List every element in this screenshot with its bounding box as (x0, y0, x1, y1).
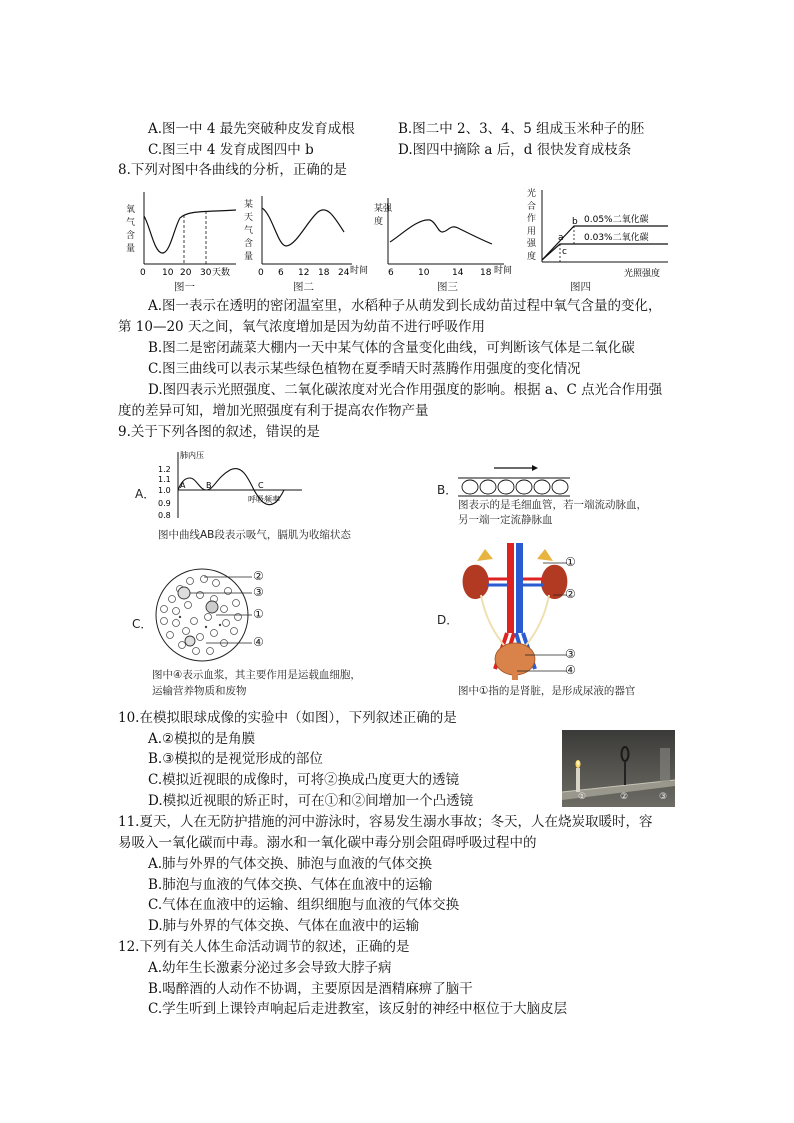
q9-d-num-3: ③ (565, 647, 576, 661)
q9-stem: 9.关于下列各图的叙述，错误的是 (118, 424, 320, 440)
fig4-ylabel: 光合作用强度 (527, 189, 537, 262)
q9-a-ytick-11: 1.1 (158, 475, 171, 484)
q8-option-d-line1: D.图四表示光照强度、二氧化碳浓度对光合作用强度的影响。根据 a、C 点光合作用强 (148, 382, 663, 398)
q8-figure-2 (248, 194, 368, 280)
fig4-line-005: 0.05%二氧化碳 (584, 215, 649, 225)
q10-option-c: C.模拟近视眼的成像时，可将②换成凸度更大的透镜 (148, 772, 460, 788)
q9-a-ytick-08: 0.8 (158, 511, 171, 520)
q8-figure-4 (520, 188, 680, 280)
fig2-tick-18: 18 (318, 268, 330, 278)
q9-c-num-2: ② (253, 569, 264, 583)
fig4-point-b: b (572, 217, 578, 227)
fig3-tick-10: 10 (418, 268, 430, 278)
q8-option-d-line2: 度的差异可知，增加光照强度有利于提高农作物产量 (118, 403, 429, 419)
q9-b-caption-line1: 图表示的是毛细血管，若一端流动脉血， (458, 499, 647, 511)
q7-option-a: A.图一中 4 最先突破种皮发育成根 (148, 121, 355, 137)
q9-b-label: B． (437, 483, 458, 497)
fig4-caption: 图四 (570, 281, 591, 293)
fig2-tick-6: 6 (278, 268, 284, 278)
fig2-caption: 图二 (293, 281, 314, 293)
fig2-xunit: 时间 (350, 266, 368, 276)
fig3-tick-18: 18 (480, 268, 492, 278)
q9-d-num-2: ② (565, 587, 576, 601)
fig2-tick-0: 0 (258, 268, 264, 278)
fig4-xunit: 光照强度 (624, 269, 661, 279)
q10-option-b: B.③模拟的是视觉形成的部位 (148, 751, 323, 767)
q10-experiment-photo (562, 730, 675, 807)
fig1-xunit: 天数 (212, 268, 231, 278)
q9-d-caption: 图中①指的是肾脏，是形成尿液的器官 (458, 685, 636, 697)
fig2-ylabel: 某天气含量 (244, 200, 254, 262)
fig2-tick-24: 24 (338, 268, 350, 278)
q9-a-caption: 图中曲线AB段表示吸气，膈肌为收缩状态 (158, 529, 351, 541)
q9-c-num-4: ④ (253, 635, 264, 649)
fig4-line-003: 0.03%二氧化碳 (584, 233, 649, 243)
fig3-ylabel: 某强度 (374, 204, 393, 227)
q9-b-caption-line2: 另一端一定流静脉血 (458, 514, 553, 526)
q8-option-b: B.图二是密闭蔬菜大棚内一天中某气体的含量变化曲线，可判断该气体是二氧化碳 (148, 340, 635, 356)
fig1-tick-0: 0 (140, 268, 146, 278)
q10-num-2: ② (620, 792, 629, 802)
q9-a-title: 肺内压 (180, 451, 204, 460)
q11-option-c: C.气体在血液中的运输、组织细胞与血液的气体交换 (148, 897, 460, 913)
q11-option-d: D.肺与外界的气体交换、气体在血液中的运输 (148, 918, 420, 934)
q9-a-point-c: C (258, 481, 264, 490)
q10-stem: 10.在模拟眼球成像的实验中（如图），下列叙述正确的是 (118, 710, 457, 726)
q9-a-point-b: B (206, 481, 212, 490)
fig2-tick-12: 12 (298, 268, 310, 278)
q8-option-a-line1: A.图一表示在透明的密闭温室里，水稻种子从萌发到长成幼苗过程中氧气含量的变化， (148, 298, 662, 314)
fig1-tick-10: 10 (162, 268, 174, 278)
q12-option-b: B.喝醉酒的人动作不协调，主要原因是酒精麻痹了脑干 (148, 981, 473, 997)
q9-a-ytick-12: 1.2 (158, 465, 171, 474)
q7-option-b: B.图二中 2、3、4、5 组成玉米种子的胚 (398, 121, 645, 137)
q9-a-ytick-10: 1.0 (158, 486, 171, 495)
q9-c-num-1: ① (253, 607, 264, 621)
q12-option-c: C.学生听到上课铃声响起后走进教室，该反射的神经中枢位于大脑皮层 (148, 1001, 568, 1017)
fig1-ylabel: 氧气含量 (126, 205, 136, 254)
q9-c-caption-line1: 图中④表示血浆，其主要作用是运载血细胞， (152, 669, 361, 681)
q9-c-num-3: ③ (253, 585, 264, 599)
q7-option-d: D.图四中摘除 a 后，d 很快发育成枝条 (398, 142, 632, 158)
q9-c-caption-line2: 运输营养物质和废物 (152, 685, 247, 697)
fig1-tick-30: 30 (200, 268, 212, 278)
q9-a-ytick-09: 0.9 (158, 499, 171, 508)
fig3-caption: 图三 (437, 281, 458, 293)
q10-num-3: ③ (659, 792, 668, 802)
q9-a-label: A． (135, 487, 156, 501)
q10-option-d: D.模拟近视眼的矫正时，可在①和②间增加一个凸透镜 (148, 793, 474, 809)
q8-option-c: C.图三曲线可以表示某些绿色植物在夏季晴天时蒸腾作用强度的变化情况 (148, 361, 581, 377)
q9-c-label: C． (132, 617, 153, 631)
fig4-point-a: a (558, 233, 564, 243)
q9-b-capillary (454, 462, 574, 500)
q9-a-point-a: A (180, 481, 186, 490)
q7-option-c: C.图三中 4 发育成图四中 b (148, 142, 314, 158)
q11-option-b: B.肺泡与血液的气体交换、气体在血液中的运输 (148, 877, 433, 893)
q8-option-a-line2: 第 10—20 天之间，氧气浓度增加是因为幼苗不进行呼吸作用 (118, 319, 485, 335)
q12-stem: 12.下列有关人体生命活动调节的叙述，正确的是 (118, 939, 410, 955)
q8-stem: 8.下列对图中各曲线的分析，正确的是 (118, 162, 347, 178)
q12-option-a: A.幼年生长激素分泌过多会导致大脖子病 (148, 960, 392, 976)
q9-c-blood-smear (150, 565, 260, 665)
q9-d-num-1: ① (565, 555, 576, 569)
fig4-point-c: c (562, 247, 567, 257)
q9-d-num-4: ④ (565, 663, 576, 677)
q9-d-label: D． (437, 613, 459, 627)
fig3-tick-6: 6 (388, 268, 394, 278)
q9-a-graph (152, 448, 312, 526)
q10-num-1: ① (578, 792, 587, 802)
q11-stem-line1: 11.夏天，人在无防护措施的河中游泳时，容易发生溺水事故；冬天，人在烧炭取暖时，容 (118, 814, 653, 830)
q11-option-a: A.肺与外界的气体交换、肺泡与血液的气体交换 (148, 856, 433, 872)
fig3-tick-14: 14 (452, 268, 464, 278)
q11-stem-line2: 易吸入一氧化碳而中毒。溺水和一氧化碳中毒分别会阻碍呼吸过程中的 (118, 835, 537, 851)
q10-option-a: A.②模拟的是角膜 (148, 731, 256, 747)
q9-a-xunit: 呼吸频率 (248, 495, 280, 504)
fig3-xunit: 时间 (494, 266, 513, 276)
fig1-tick-20: 20 (180, 268, 192, 278)
fig1-caption: 图一 (174, 281, 195, 293)
